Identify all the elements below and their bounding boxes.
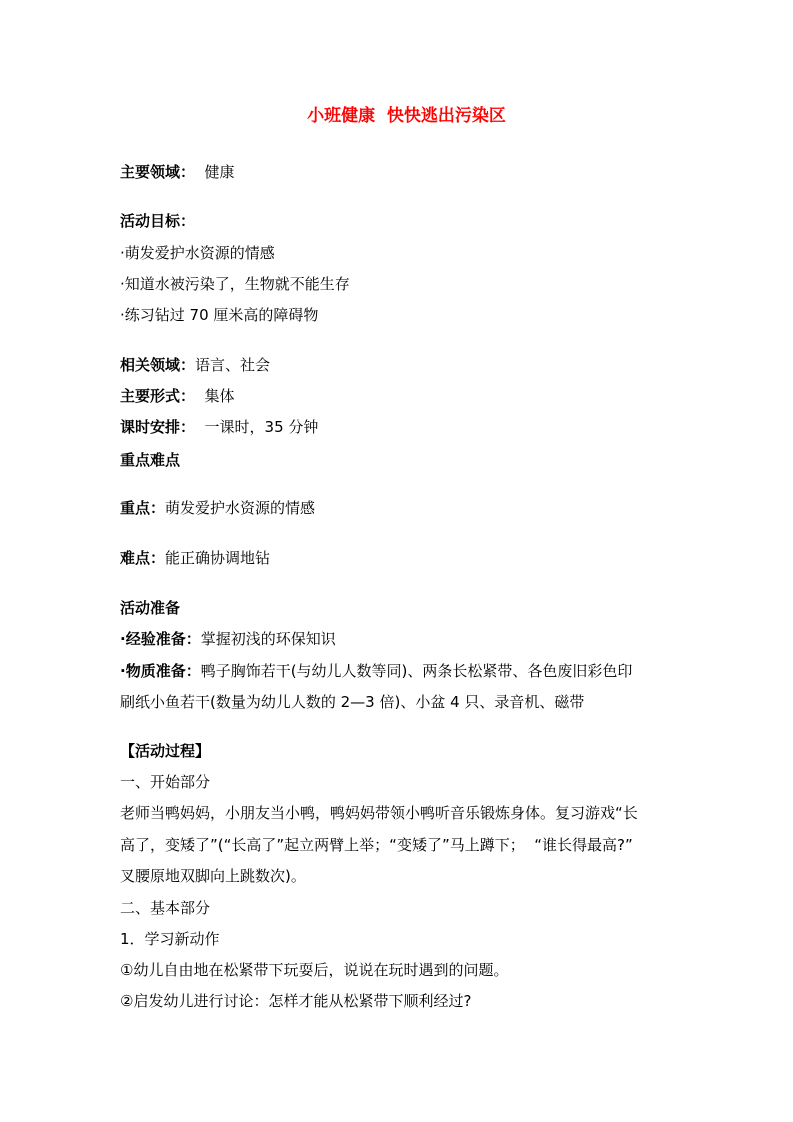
goals-heading: 活动目标： [120,212,196,230]
part1-text-line: 老师当鸭妈妈，小朋友当小鸭，鸭妈妈带领小鸭听音乐锻炼身体。复习游戏“长 [120,804,638,822]
main-area-value: 健康 [195,163,235,181]
document-title: 小班健康 快快逃出污染区 [307,106,506,126]
material-value-line2: 刷纸小鱼若干(数量为幼儿人数的 2—3 倍)、小盆 4 只、录音机、磁带 [120,693,585,711]
related-area-label: 相关领域： [120,356,196,374]
step1-title: 1．学习新动作 [120,930,220,948]
part2-title: 二、基本部分 [120,899,211,917]
experience-row [120,628,336,650]
difficulty-label: 难点： [120,549,166,567]
part1-text-line: 叉腰原地双脚向上跳数次)。 [120,867,306,885]
experience-value: 掌握初浅的环保知识 [200,630,336,648]
goal-item: ·知道水被污染了，生物就不能生存 [120,275,350,293]
schedule-row [120,416,318,438]
related-area-value: 语言、社会 [195,356,271,374]
experience-label: ·经验准备： [120,630,201,648]
form-label: 主要形式： [120,387,196,405]
material-value-line1: 鸭子胸饰若干(与幼儿人数等同)、两条长松紧带、各色废旧彩色印 [200,662,633,680]
related-area-row [120,354,270,376]
form-value: 集体 [195,387,235,405]
schedule-value: 一课时，35 分钟 [195,418,319,436]
step1-item: ②启发幼儿进行讨论：怎样才能从松紧带下顺利经过? [120,992,472,1010]
material-label: ·物质准备： [120,662,201,680]
focus-label: 重点： [120,499,166,517]
material-row [120,660,632,682]
part1-title: 一、开始部分 [120,773,211,791]
preparation-heading: 活动准备 [120,599,181,617]
part1-text-line: 高了，变矮了”(“长高了”起立两臂上举；“变矮了”马上蹲下； “谁长得最高?” [120,836,633,854]
main-area-row [120,161,235,183]
focus-row [120,497,315,519]
schedule-label: 课时安排： [120,418,196,436]
key-points-heading: 重点难点 [120,451,181,469]
difficulty-row [120,547,270,569]
step1-item: ①幼儿自由地在松紧带下玩耍后，说说在玩时遇到的问题。 [120,961,509,979]
difficulty-value: 能正确协调地钻 [165,549,271,567]
goal-item: ·萌发爱护水资源的情感 [120,244,275,262]
process-heading: 【活动过程】 [120,742,211,760]
form-row [120,385,235,407]
goal-item: ·练习钻过 70 厘米高的障碍物 [120,306,319,324]
main-area-label: 主要领域： [120,163,196,181]
focus-value: 萌发爱护水资源的情感 [165,499,316,517]
